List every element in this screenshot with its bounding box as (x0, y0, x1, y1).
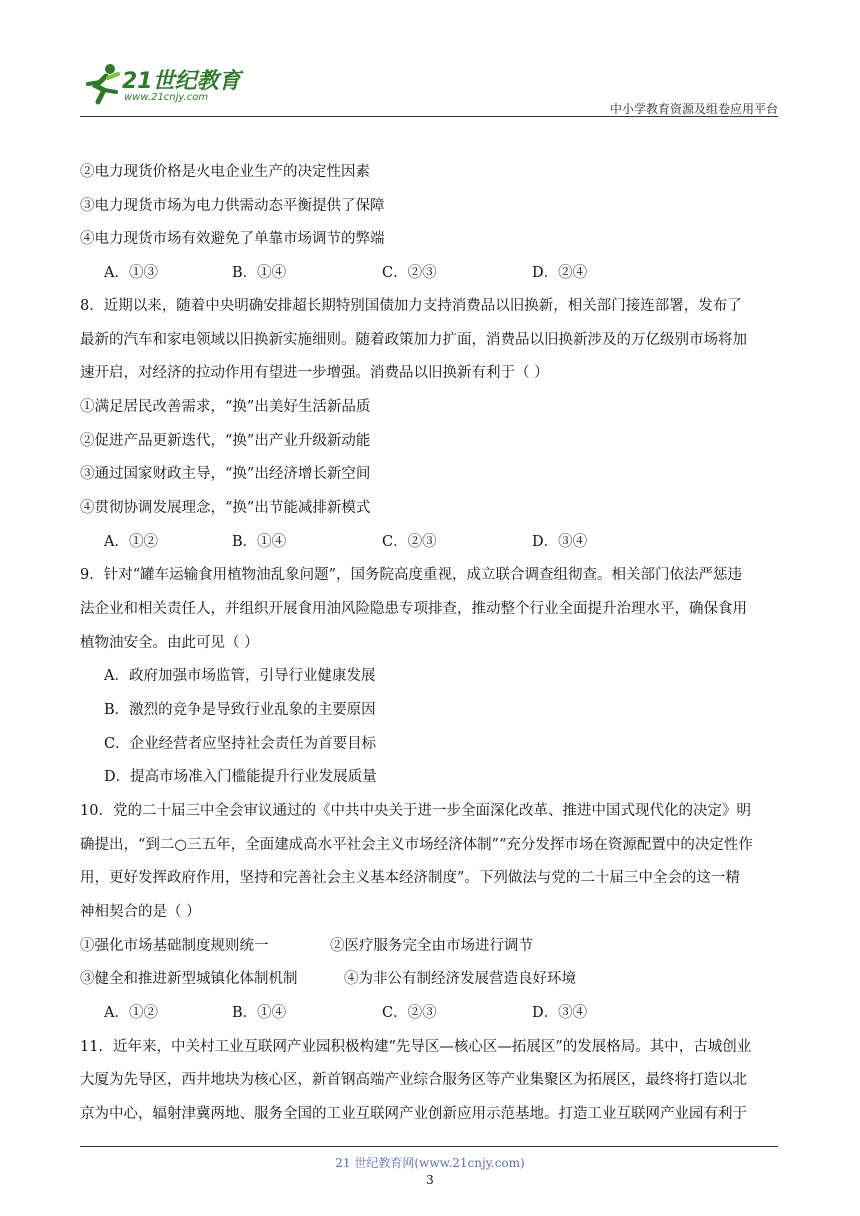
q10-option-c[interactable]: C．②③ (382, 1005, 437, 1021)
q7-item-3: ③电力现货市场为电力供需动态平衡提供了保障 (80, 198, 385, 214)
q7-option-a[interactable]: A．①③ (104, 265, 158, 281)
q10-item-2: ②医疗服务完全由市场进行调节 (330, 938, 533, 954)
q7-item-2: ②电力现货价格是火电企业生产的决定性因素 (80, 164, 370, 180)
q9-stem-line: 9．针对“罐车运输食用植物油乱象问题”，国务院高度重视，成立联合调查组彻查。相关部门依法严惩违 (80, 567, 743, 583)
q9-option-b[interactable]: B．激烈的竞争是导致行业乱象的主要原因 (104, 702, 376, 718)
q8-item-3: ③通过国家财政主导，“换”出经济增长新空间 (80, 466, 371, 482)
q9-option-d[interactable]: D．提高市场准入门槛能提升行业发展质量 (104, 769, 377, 785)
q8-item-4: ④贯彻协调发展理念，“换”出节能减排新模式 (80, 500, 371, 516)
q10-option-a[interactable]: A．①② (104, 1005, 158, 1021)
q11-stem-line: 11．近年来，中关村工业互联网产业园积极构建“先导区—核心区—拓展区”的发展格局。其中，古城创业 (80, 1039, 752, 1055)
logo (80, 58, 255, 110)
footer-site-link[interactable]: 21 世纪教育网(www.21cnjy.com) (335, 1156, 525, 1170)
q9-stem-line: 法企业和相关责任人，并组织开展食用油风险隐患专项排查，推动整个行业全面提升治理水平，确保食用 (80, 601, 747, 617)
q10-option-d[interactable]: D．③④ (532, 1005, 588, 1021)
q11-stem-line: 京为中心，辐射津冀两地、服务全国的工业互联网产业创新应用示范基地。打造工业互联网产业园有利于 (80, 1106, 747, 1122)
q10-stem-line: 神相契合的是（ ） (80, 904, 201, 920)
q8-option-d[interactable]: D．③④ (532, 534, 588, 550)
q8-item-1: ①满足居民改善需求，“换”出美好生活新品质 (80, 399, 371, 415)
q10-item-3: ③健全和推进新型城镇化体制机制 (80, 971, 298, 987)
header-divider (80, 116, 778, 117)
q7-option-d[interactable]: D．②④ (532, 265, 588, 281)
q10-stem-line: 用，更好发挥政府作用，坚持和完善社会主义基本经济制度”。下列做法与党的二十届三中全会的这一精 (80, 870, 740, 886)
q10-stem-line: 10．党的二十届三中全会审议通过的《中共中央关于进一步全面深化改革、推进中国式现代化的决定》明 (80, 803, 751, 819)
q8-item-2: ②促进产品更新迭代，“换”出产业升级新动能 (80, 433, 371, 449)
q10-option-b[interactable]: B．①④ (232, 1005, 287, 1021)
q8-option-a[interactable]: A．①② (104, 534, 158, 550)
q11-stem-line: 大厦为先导区，西井地块为核心区，新首钢高端产业综合服务区等产业集聚区为拓展区，最终将打造以北 (80, 1072, 747, 1088)
page-number: 3 (426, 1173, 434, 1187)
footer-divider (80, 1146, 778, 1147)
q10-item-4: ④为非公有制经济发展营造良好环境 (344, 971, 576, 987)
logo-url: www.21cnjy.com (124, 92, 209, 103)
q7-option-c[interactable]: C．②③ (382, 265, 437, 281)
q9-option-c[interactable]: C．企业经营者应坚持社会责任为首要目标 (104, 736, 377, 752)
q8-stem-line: 速开启，对经济的拉动作用有望进一步增强。消费品以旧换新有利于（ ） (80, 365, 549, 381)
q8-stem-line: 最新的汽车和家电领域以旧换新实施细则。随着政策加力扩面，消费品以旧换新涉及的万亿级别市场将加 (80, 332, 747, 348)
q7-option-b[interactable]: B．①④ (232, 265, 287, 281)
page-header (80, 58, 778, 116)
q9-stem-line: 植物油安全。由此可见（ ） (80, 635, 259, 651)
q8-stem-line: 8．近期以来，随着中央明确安排超长期特别国债加力支持消费品以旧换新，相关部门接连部署，发布了 (80, 298, 742, 314)
q9-option-a[interactable]: A．政府加强市场监管，引导行业健康发展 (104, 668, 376, 684)
runner-logo-icon (80, 62, 124, 108)
q8-option-c[interactable]: C．②③ (382, 534, 437, 550)
q7-item-4: ④电力现货市场有效避免了单靠市场调节的弊端 (80, 231, 385, 247)
q8-option-b[interactable]: B．①④ (232, 534, 287, 550)
logo-title: 21世纪教育 (122, 69, 241, 94)
q10-stem-line: 确提出，“到二○三五年，全面建成高水平社会主义市场经济体制”“充分发挥市场在资源配置中的决定性作 (80, 837, 753, 853)
q10-item-1: ①强化市场基础制度规则统一 (80, 938, 269, 954)
header-platform-name: 中小学教育资源及组卷应用平台 (609, 102, 778, 116)
